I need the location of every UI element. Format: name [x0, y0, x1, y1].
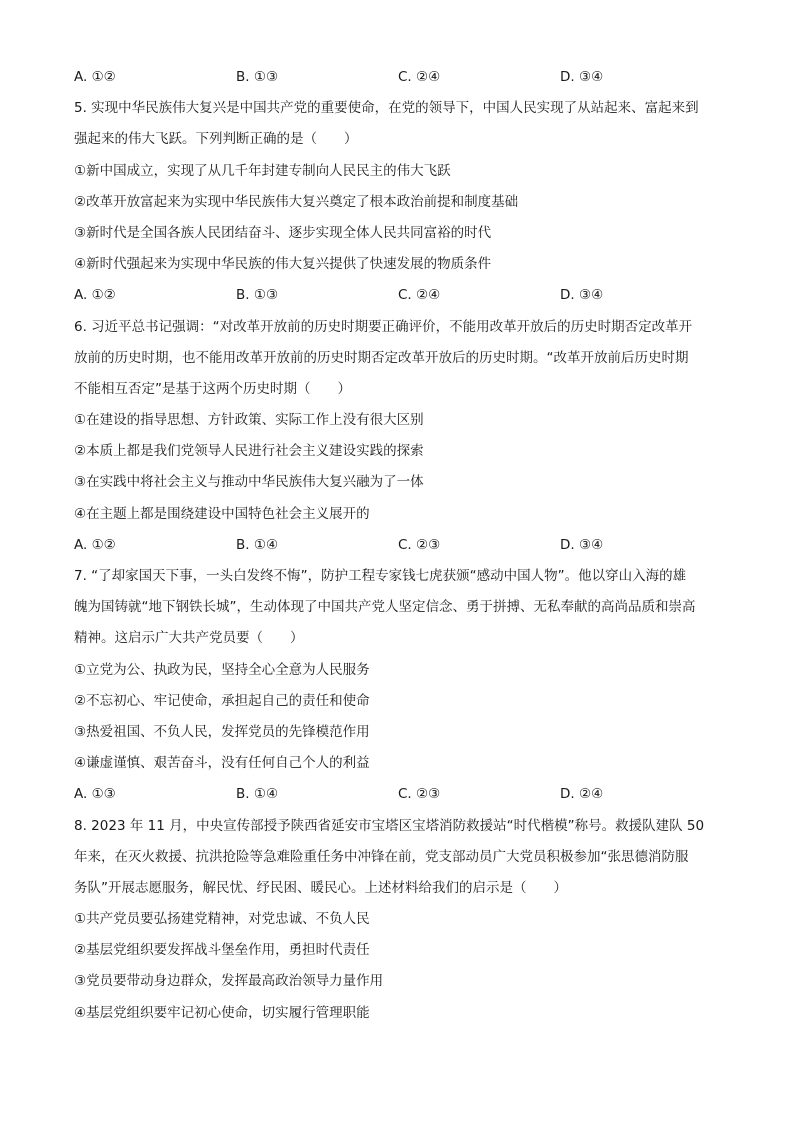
- question-stem-line: 8. 2023 年 11 月，中央宣传部授予陕西省延安市宝塔区宝塔消防救援站“时代楷模”称号。救援队建队 50: [74, 817, 705, 834]
- statement-item: ③在实践中将社会主义与推动中华民族伟大复兴融为了一体: [74, 474, 424, 491]
- answer-option: C. ②④: [398, 287, 441, 304]
- answer-option: D. ③④: [560, 287, 604, 304]
- answer-option: D. ③④: [560, 69, 604, 85]
- answer-option: D. ②④: [560, 786, 604, 803]
- answer-option: A. ①③: [74, 786, 116, 803]
- question-options: [74, 779, 724, 810]
- previous-question-options: [74, 62, 724, 93]
- statement-item: ③新时代是全国各族人民团结奋斗、逐步实现全体人民共同富裕的时代: [74, 224, 492, 241]
- statement-item: ②基层党组织要发挥战斗堡垒作用，勇担时代责任: [74, 942, 370, 959]
- question-stem-line: 7. “了却家国天下事，一头白发终不悔”，防护工程专家钱七虎获颁“感动中国人物”。他以穿山入海的雄: [74, 568, 687, 584]
- question-stem-line: 6. 习近平总书记强调：“对改革开放前的历史时期要正确评价，不能用改革开放后的历史时期否定改革开: [74, 318, 693, 335]
- statement-item: ①立党为公、执政为民，坚持全心全意为人民服务: [74, 661, 370, 678]
- statement-item: ③党员要带动身边群众，发挥最高政治领导力量作用: [74, 973, 384, 990]
- question-stem-line: 放前的历史时期，也不能用改革开放前的历史时期否定改革开放后的历史时期。“改革开放前后历史时期: [74, 349, 689, 366]
- answer-option: C. ②③: [398, 786, 441, 803]
- answer-option: D. ③④: [560, 536, 604, 553]
- answer-option: C. ②④: [398, 69, 441, 85]
- statement-item: ④新时代强起来为实现中华民族的伟大复兴提供了快速发展的物质条件: [74, 256, 492, 273]
- question-options: [74, 280, 724, 311]
- statement-item: ④在主题上都是围绕建设中国特色社会主义展开的: [74, 505, 370, 522]
- exam-page: [74, 62, 724, 1029]
- question-stem-line: 魄为国铸就“地下钢铁长城”，生动体现了中国共产党人坚定信念、勇于拼搏、无私奉献的高尚品质和崇高: [74, 599, 696, 616]
- question-stem-line: 务队”开展志愿服务，解民忧、纾民困、暖民心。上述材料给我们的启示是（ ）: [74, 879, 567, 896]
- statement-item: ②不忘初心、牢记使命，承担起自己的责任和使命: [74, 692, 370, 709]
- statement-item: ③热爱祖国、不负人民，发挥党员的先锋模范作用: [74, 723, 370, 740]
- question-stem-line: 5. 实现中华民族伟大复兴是中国共产党的重要使命，在党的领导下，中国人民实现了从站起来、富起来到: [74, 100, 699, 117]
- statement-item: ④谦虚谨慎、艰苦奋斗，没有任何自己个人的利益: [74, 755, 370, 772]
- statement-item: ①新中国成立，实现了从几千年封建专制向人民民主的伟大飞跃: [74, 162, 451, 179]
- answer-option: A. ①②: [74, 287, 116, 304]
- question-stem-line: 不能相互否定”是基于这两个历史时期（ ）: [74, 380, 351, 397]
- answer-option: B. ①④: [236, 786, 279, 803]
- statement-item: ④基层党组织要牢记初心使命，切实履行管理职能: [74, 1004, 370, 1021]
- statement-item: ①在建设的指导思想、方针政策、实际工作上没有很大区别: [74, 412, 424, 429]
- statement-item: ②本质上都是我们党领导人民进行社会主义建设实践的探索: [74, 443, 424, 460]
- question-stem-line: 强起来的伟大飞跃。下列判断正确的是（ ）: [74, 131, 358, 148]
- answer-option: B. ①③: [236, 287, 279, 304]
- answer-option: A. ①②: [74, 536, 116, 553]
- question-stem-line: 精神。这启示广大共产党员要（ ）: [74, 630, 304, 647]
- question-options: [74, 530, 724, 561]
- statement-item: ①共产党员要弘扬建党精神，对党忠诚、不负人民: [74, 911, 370, 928]
- statement-item: ②改革开放富起来为实现中华民族伟大复兴奠定了根本政治前提和制度基础: [74, 193, 519, 210]
- question-stem-line: 年来，在灭火救援、抗洪抢险等急难险重任务中冲锋在前，党支部动员广大党员积极参加“张思德消防服: [74, 848, 689, 865]
- answer-option: A. ①②: [74, 69, 116, 85]
- answer-option: B. ①③: [236, 69, 279, 85]
- answer-option: C. ②③: [398, 536, 441, 553]
- answer-option: B. ①④: [236, 536, 279, 553]
